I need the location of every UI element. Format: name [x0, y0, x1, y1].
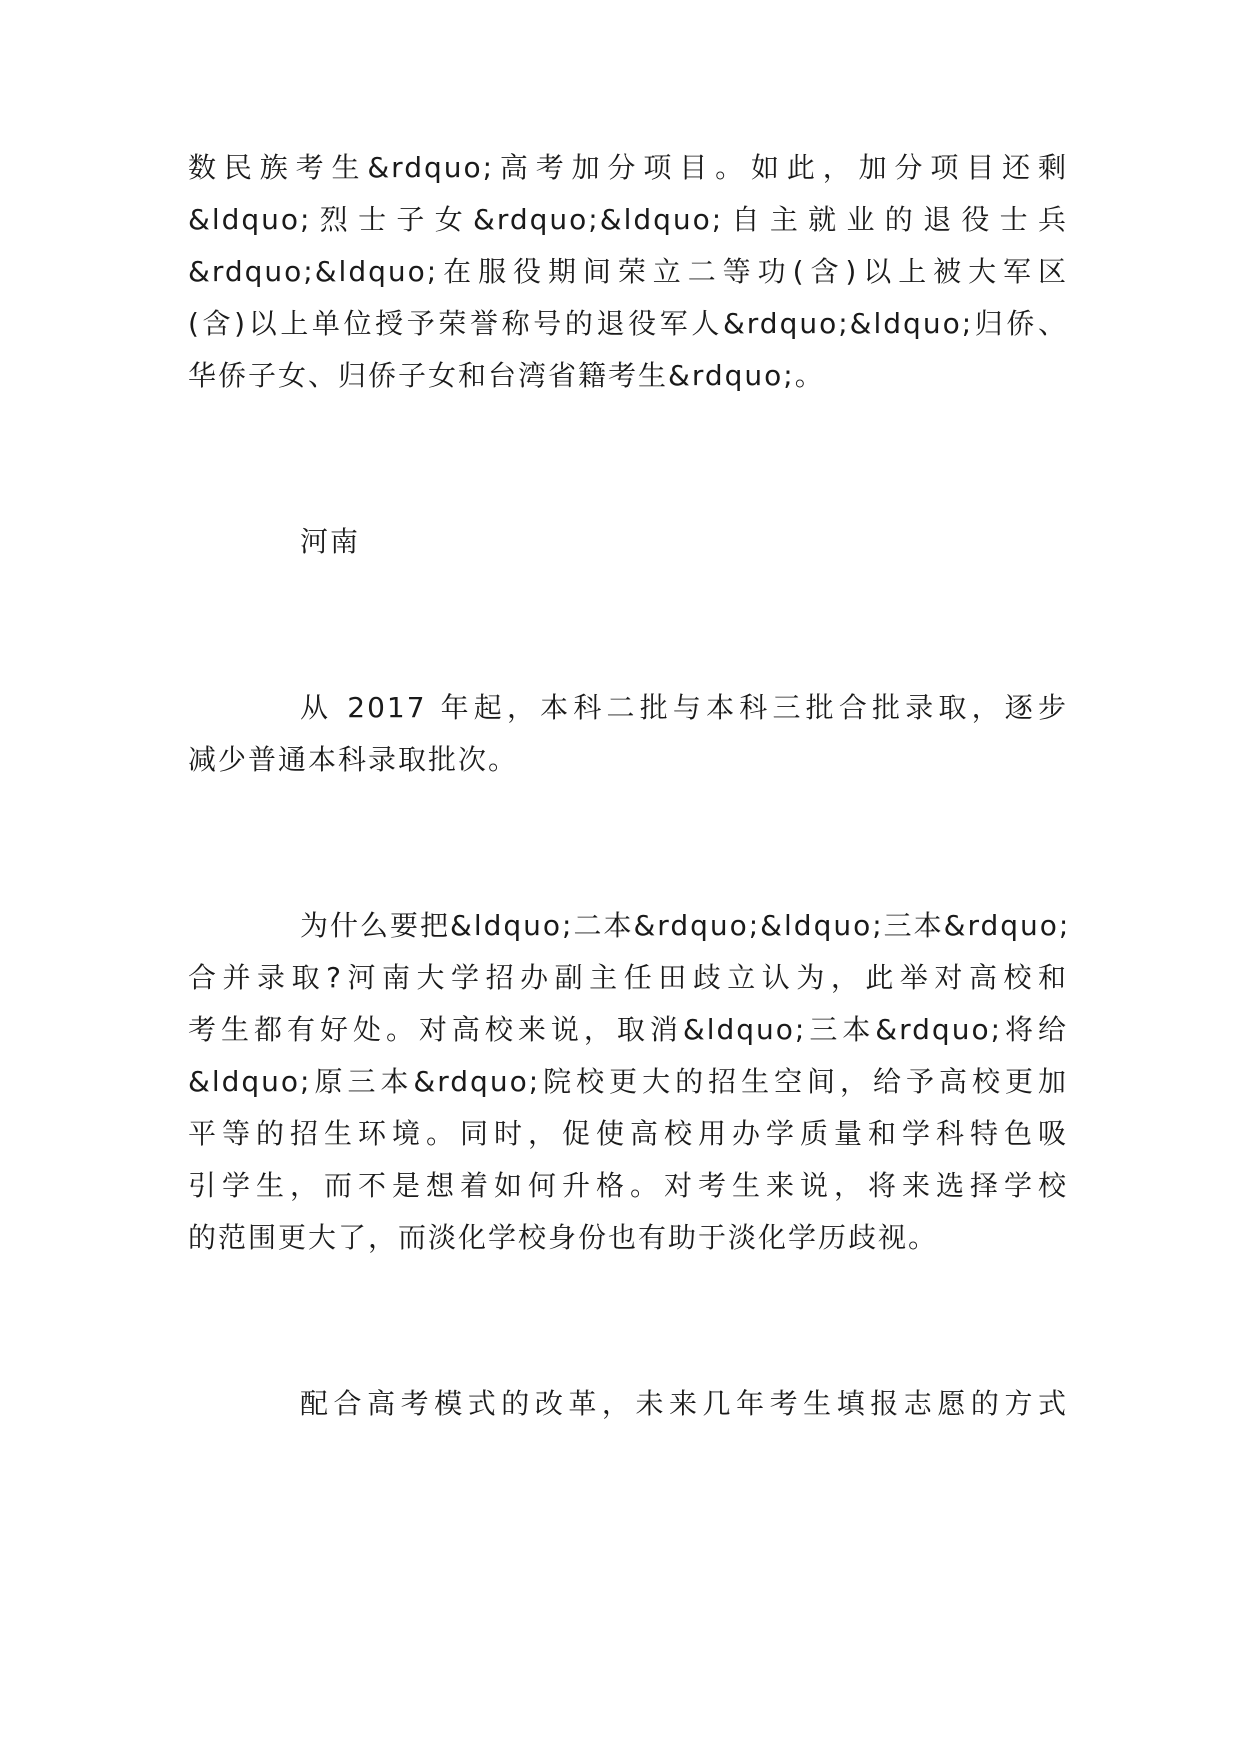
text-line: 合并录取?河南大学招办副主任田歧立认为，此举对高校和: [188, 961, 1068, 994]
text-line: 考生都有好处。对高校来说，取消&ldquo;三本&rdquo;将给: [188, 1013, 1068, 1046]
text-line: &rdquo;&ldquo;在服役期间荣立二等功(含)以上被大军区: [188, 255, 1068, 288]
text-line: 数民族考生&rdquo;高考加分项目。如此，加分项目还剩: [188, 151, 1068, 184]
text-line: 华侨子女、归侨子女和台湾省籍考生&rdquo;。: [188, 359, 825, 392]
text-line: 平等的招生环境。同时，促使高校用办学质量和学科特色吸: [188, 1117, 1068, 1150]
text-line: (含)以上单位授予荣誉称号的退役军人&rdquo;&ldquo;归侨、: [188, 307, 1068, 340]
text-line: &ldquo;烈士子女&rdquo;&ldquo;自主就业的退役士兵: [188, 203, 1068, 236]
text-line: &ldquo;原三本&rdquo;院校更大的招生空间，给予高校更加: [188, 1065, 1068, 1098]
text-line: 从 2017 年起，本科二批与本科三批合批录取，逐步: [300, 691, 1068, 724]
text-line: 的范围更大了，而淡化学校身份也有助于淡化学历歧视。: [188, 1221, 939, 1254]
text-line: 减少普通本科录取批次。: [188, 743, 519, 776]
section-heading: 河南: [300, 525, 361, 558]
text-line: 引学生，而不是想着如何升格。对考生来说，将来选择学校: [188, 1169, 1068, 1202]
text-line: 为什么要把&ldquo;二本&rdquo;&ldquo;三本&rdquo;: [300, 909, 1071, 942]
text-line: 配合高考模式的改革，未来几年考生填报志愿的方式: [300, 1387, 1068, 1420]
